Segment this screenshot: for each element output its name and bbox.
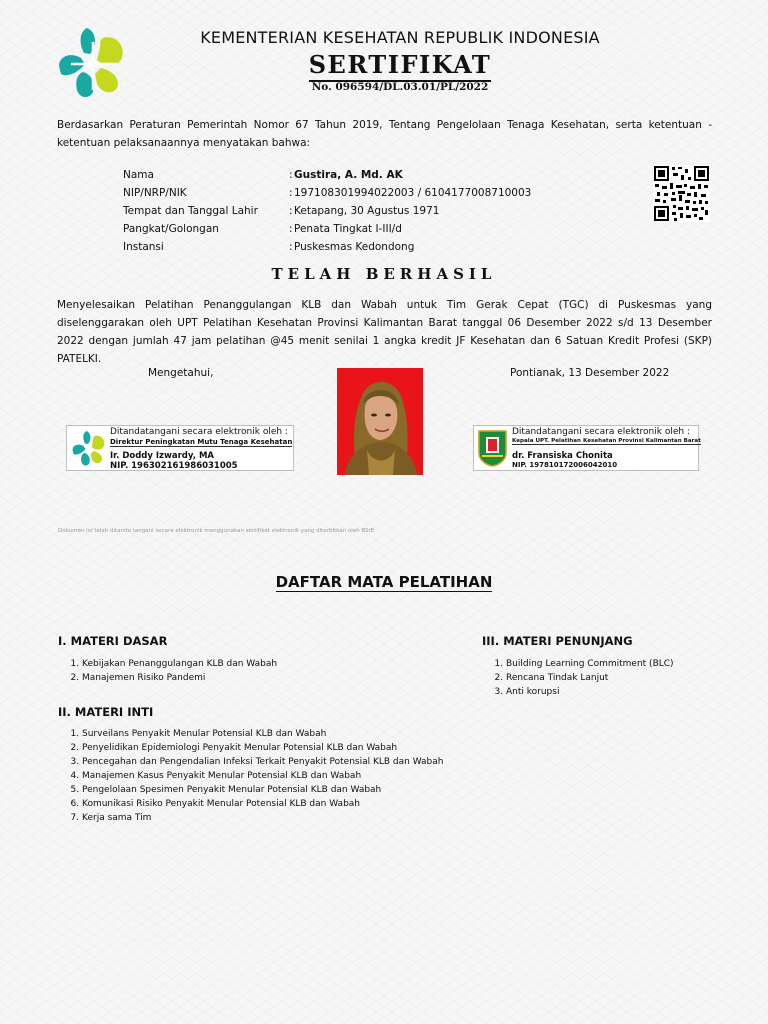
qr-code <box>653 165 710 222</box>
training-list-title-text: DAFTAR MATA PELATIHAN <box>275 573 493 591</box>
list-item: 7. Kerja sama Tim <box>82 811 478 825</box>
section-title: I. MATERI DASAR <box>58 634 168 648</box>
field-value: Puskesmas Kedondong <box>294 241 415 253</box>
field-value: 197108301994022003 / 6104177008710003 <box>294 187 532 199</box>
field-row-institution: Instansi : Puskesmas Kedondong <box>123 238 531 256</box>
field-label: Pangkat/Golongan <box>123 223 219 235</box>
certificate-title-text: SERTIFIKAT <box>309 50 492 82</box>
section-title: II. MATERI INTI <box>58 705 154 719</box>
participant-fields <box>123 166 531 256</box>
list-item: 2. Penyelidikan Epidemiologi Penyakit Menular Potensial KLB dan Wabah <box>82 741 478 755</box>
section-materi-penunjang <box>482 634 742 699</box>
signature-box-head <box>473 425 699 471</box>
signature-box-director <box>66 425 294 471</box>
signed-by-label: Ditandatangani secara elektronik oleh : <box>110 427 288 437</box>
certificate-title <box>0 50 768 79</box>
list-item: 6. Komunikasi Risiko Penyakit Menular Potensial KLB dan Wabah <box>82 797 478 811</box>
signer-name: dr. Fransiska Chonita <box>512 451 613 461</box>
participant-photo <box>337 368 423 475</box>
field-row-nip: NIP/NRP/NIK : 197108301994022003 / 6104177008710003 <box>123 184 531 202</box>
list-item: 2. Rencana Tindak Lanjut <box>506 671 742 685</box>
list-item: 1. Kebijakan Penanggulangan KLB dan Wabah <box>82 657 438 671</box>
signer-nip: NIP. 196302161986031005 <box>110 461 238 471</box>
intro-paragraph: Berdasarkan Peraturan Pemerintah Nomor 67 Tahun 2019, Tentang Pengelolaan Tenaga Kesehatan, serta ketentuan - ketentuan pelaksanaannya menyatakan bahwa: <box>57 119 712 149</box>
signer-nip: NIP. 197810172006042010 <box>512 461 618 469</box>
list-item: 1. Building Learning Commitment (BLC) <box>506 657 742 671</box>
list-item: 1. Surveilans Penyakit Menular Potensial KLB dan Wabah <box>82 727 478 741</box>
signed-by-label: Ditandatangani secara elektronik oleh : <box>512 427 690 437</box>
list-item: 2. Manajemen Risiko Pandemi <box>82 671 438 685</box>
field-label: NIP/NRP/NIK <box>123 187 187 199</box>
field-label: Nama <box>123 169 154 181</box>
materi-penunjang-list <box>482 657 742 699</box>
field-value: Penata Tingkat I-III/d <box>294 223 402 235</box>
list-item: 3. Anti korupsi <box>506 685 742 699</box>
esign-footnote: Dokumen ini telah ditanda tangani secara elektronik menggunakan sertifikat elektronik yang diterbitkan oleh BSrE <box>58 528 375 534</box>
list-item: 4. Manajemen Kasus Penyakit Menular Potensial KLB dan Wabah <box>82 769 478 783</box>
acknowledged-label: Mengetahui, <box>148 367 214 379</box>
field-value: Ketapang, 30 Agustus 1971 <box>294 205 440 217</box>
section-title: III. MATERI PENUNJANG <box>482 634 633 648</box>
materi-inti-list <box>58 727 478 825</box>
field-row-rank: Pangkat/Golongan : Penata Tingkat I-III/d <box>123 220 531 238</box>
place-date: Pontianak, 13 Desember 2022 <box>510 367 670 379</box>
section-materi-inti <box>58 705 478 825</box>
completion-paragraph: Menyelesaikan Pelatihan Penanggulangan KLB dan Wabah untuk Tim Gerak Cepat (TGC) di Puskesmas yang diselenggarakan oleh UPT Pelatihan Kesehatan Provinsi Kalimantan Barat tanggal 06 Desember 2022 s/d 13 Desember 2022 dengan jumlah 47 jam pelatihan @45 menit senilai 1 angka kredit JF Kesehatan dan 6 Satuan Kredit Profesi (SKP) PATELKI. <box>57 299 712 365</box>
signer-office: Kepala UPT. Pelatihan Kesehatan Provinsi Kalimantan Barat <box>512 438 701 444</box>
field-value: Gustira, A. Md. AK <box>294 169 403 181</box>
list-item: 3. Pencegahan dan Pengendalian Infeksi Terkait Penyakit Potensial KLB dan Wabah <box>82 755 478 769</box>
field-label: Tempat dan Tanggal Lahir <box>123 205 258 217</box>
field-row-birth: Tempat dan Tanggal Lahir : Ketapang, 30 Agustus 1971 <box>123 202 531 220</box>
field-label: Instansi <box>123 241 164 253</box>
ministry-name: KEMENTERIAN KESEHATAN REPUBLIK INDONESIA <box>200 28 600 47</box>
training-list-title <box>0 573 768 591</box>
section-materi-dasar <box>58 634 438 685</box>
success-heading: TELAH BERHASIL <box>271 265 497 283</box>
province-emblem-icon <box>477 429 508 467</box>
field-row-name: Nama : Gustira, A. Md. AK <box>123 166 531 184</box>
kemenkes-logo-small <box>71 430 107 467</box>
signer-office: Direktur Peningkatan Mutu Tenaga Kesehatan <box>110 438 293 446</box>
certificate-number: No. 096594/DL.03.01/PL/2022 <box>311 81 489 93</box>
list-item: 5. Pengelolaan Spesimen Penyakit Menular Potensial KLB dan Wabah <box>82 783 478 797</box>
materi-dasar-list <box>58 657 438 685</box>
signer-name: Ir. Doddy Izwardy, MA <box>110 451 214 461</box>
